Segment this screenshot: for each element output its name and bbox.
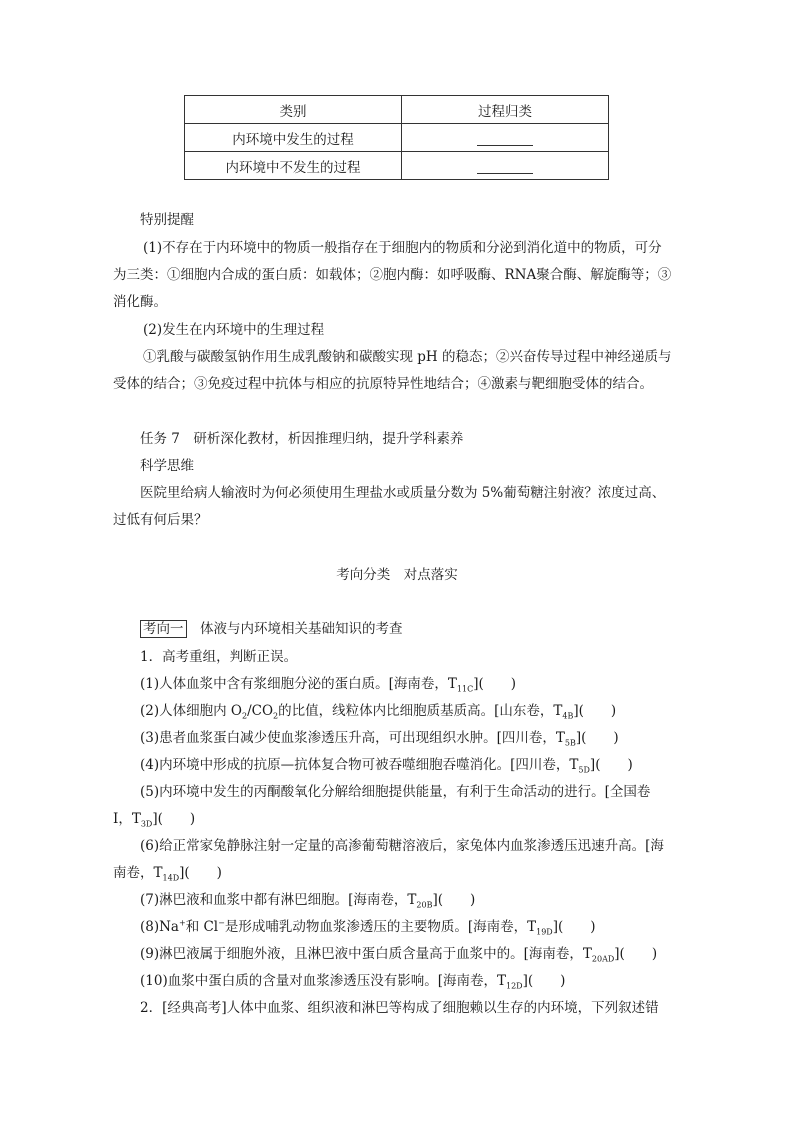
q1-item: (9)淋巴液属于细胞外液，且淋巴液中蛋白质含量高于血浆中的。[海南卷，$T_{20AD}$]( ) <box>140 946 658 964</box>
q1-item: (4)内环境中形成的抗原—抗体复合物可被吞噬细胞吞噬消化。[四川卷，$T_{5D}$]( ) <box>140 757 633 775</box>
section-title: 考向分类 对点落实 <box>336 567 458 583</box>
q2-stem: 2．[经典高考]人体中血浆、组织液和淋巴等构成了细胞赖以生存的内环境，下列叙述错 <box>140 1000 659 1016</box>
q1-stem: 1．高考重组，判断正误。 <box>140 649 298 665</box>
kaoxiang-title: 体液与内环境相关基础知识的考查 <box>200 621 403 637</box>
kaoxiang-tag: 考向一 <box>140 620 187 638</box>
reminder-p1-line2: 为三类：①细胞内合成的蛋白质：如载体；②胞内酶：如呼吸酶、RNA聚合酶、解旋酶等；③ <box>113 267 672 283</box>
q1-item-cont: Ⅰ，$T_{3D}$]( ) <box>113 811 196 829</box>
q1-item: (1)人体血浆中含有浆细胞分泌的蛋白质。[海南卷，$T_{11C}$]( ) <box>140 676 517 694</box>
q1-item: (7)淋巴液和血浆中都有淋巴细胞。[海南卷，$T_{20B}$]( ) <box>140 892 476 910</box>
q1-item: (2)人体细胞内 $O_2/CO_2$的比值，线粒体内比细胞质基质高。[山东卷，$T_{4B}$]( ) <box>140 703 617 721</box>
reminder-p2-line1: ①乳酸与碳酸氢钠作用生成乳酸钠和碳酸实现 pH 的稳态；②兴奋传导过程中神经递质与 <box>143 349 672 365</box>
reminder-p1-line3: 消化酶。 <box>113 294 167 310</box>
reminder-p2-line2: 受体的结合；③免疫过程中抗体与相应的抗原特异性地结合；④激素与靶细胞受体的结合。 <box>113 376 653 392</box>
task-title: 任务 7 研析深化教材，析因推理归纳，提升学科素养 <box>140 431 464 447</box>
table-answer-cell <box>402 152 609 180</box>
q1-item: (10)血浆中蛋白质的含量对血浆渗透压没有影响。[海南卷，$T_{12D}$]( ) <box>140 973 566 991</box>
table-row <box>185 152 609 180</box>
q1-item-cont: 南卷，$T_{14D}$]( ) <box>113 865 222 883</box>
table-header-cell: 类别 <box>185 96 402 124</box>
task-subtitle: 科学思维 <box>140 458 194 474</box>
kaoxiang-heading <box>140 617 403 637</box>
q1-item: (5)内环境中发生的丙酮酸氧化分解给细胞提供能量，有利于生命活动的进行。[全国卷 <box>140 784 651 800</box>
table-answer-cell <box>402 124 609 152</box>
table-row <box>185 124 609 152</box>
q1-item: (3)患者血浆蛋白减少使血浆渗透压升高，可出现组织水肿。[四川卷，$T_{5B}$]( ) <box>140 730 619 748</box>
q1-item: (6)给正常家兔静脉注射一定量的高渗葡萄糖溶液后，家兔体内血浆渗透压迅速升高。[海 <box>140 838 664 854</box>
reminder-title: 特别提醒 <box>140 212 194 228</box>
table-row-label: 内环境中不发生的过程 <box>185 152 402 180</box>
q1-item: (8)Na+和 Cl−是形成哺乳动物血浆渗透压的主要物质。[海南卷，$T_{19D}$]( ) <box>140 918 596 937</box>
reminder-p1-line1: (1)不存在于内环境中的物质一般指存在于细胞内的物质和分泌到消化道中的物质，可分 <box>143 240 662 256</box>
reminder-p2-title: (2)发生在内环境中的生理过程 <box>143 322 325 338</box>
task-question-line1: 医院里给病人输液时为何必须使用生理盐水或质量分数为 5%葡萄糖注射液？浓度过高、 <box>140 485 666 501</box>
table-header-cell: 过程归类 <box>402 96 609 124</box>
answer-blank <box>477 131 533 146</box>
task-question-line2: 过低有何后果？ <box>113 512 208 528</box>
table-header-row <box>185 96 609 124</box>
answer-blank <box>477 159 533 174</box>
classification-table <box>184 95 609 180</box>
table-row-label: 内环境中发生的过程 <box>185 124 402 152</box>
